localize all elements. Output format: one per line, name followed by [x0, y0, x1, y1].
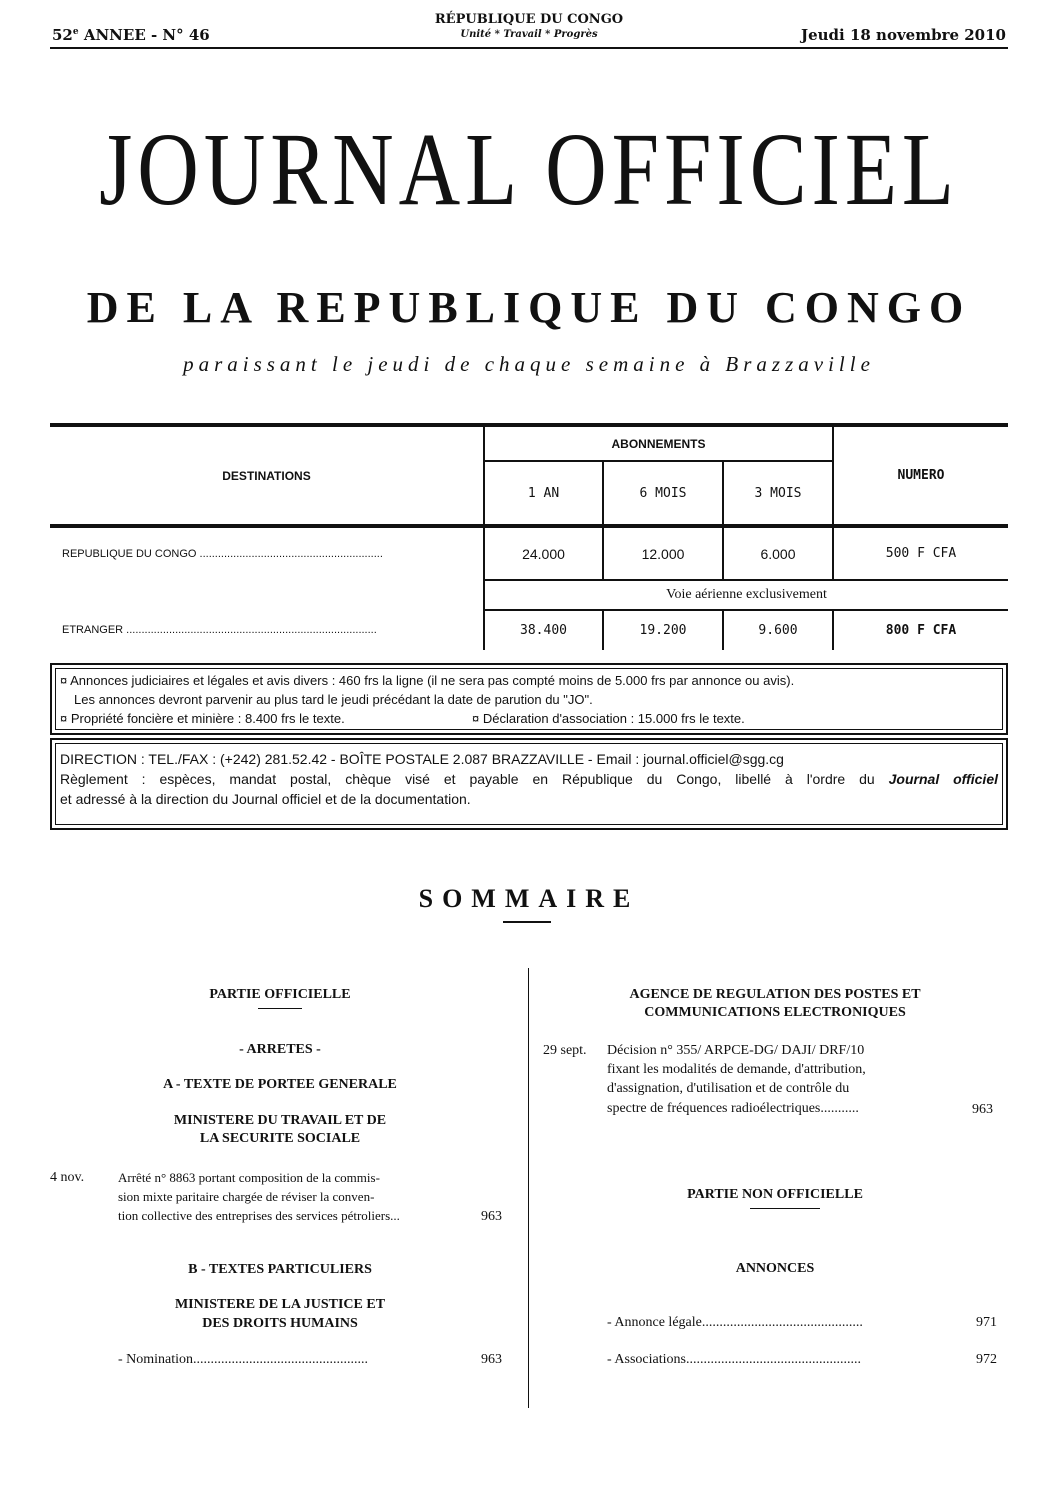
notices-box	[50, 663, 1008, 735]
entry-date-29sept: 29 sept.	[543, 1043, 587, 1058]
entry-decision-line2: fixant les modalités de demande, d'attribution,	[607, 1062, 866, 1077]
country-name: RÉPUBLIQUE DU CONGO	[434, 12, 624, 27]
entry-arrete-line1: Arrêté n° 8863 portant composition de la commis-	[118, 1170, 380, 1185]
column-divider	[528, 968, 529, 1408]
congo-6-mois: 12.000	[603, 526, 723, 580]
issue-date: Jeudi 18 novembre 2010	[801, 26, 1006, 44]
direction-box	[50, 738, 1008, 830]
entry-arrete-line3: tion collective des entreprises des services pétroliers...	[118, 1208, 400, 1223]
agence-heading-line2: COMMUNICATIONS ELECTRONIQUES	[644, 1005, 906, 1020]
col-6-mois: 6 MOIS	[603, 461, 723, 526]
congo-1-an: 24.000	[484, 526, 603, 580]
entry-arrete-line2: sion mixte paritaire chargée de réviser la conven-	[118, 1189, 375, 1204]
header-rule	[50, 47, 1008, 49]
sommaire-title: SOMMAIRE	[418, 884, 640, 913]
entry-associations-page: 972	[976, 1352, 997, 1367]
notice-association: ¤ Déclaration d'association : 15.000 frs le texte.	[472, 711, 745, 726]
ministere-justice-line1: MINISTERE DE LA JUSTICE ET	[174, 1297, 386, 1312]
abonnements-header: ABONNEMENTS	[484, 425, 833, 461]
voie-aerienne: Voie aérienne exclusivement	[484, 580, 1008, 610]
entry-arrete-page: 963	[481, 1209, 502, 1224]
notice-annonces: ¤ Annonces judiciaires et légales et avis divers : 460 frs la ligne (il ne sera pas compté moins de 5.000 frs par annonce ou avis).	[60, 673, 795, 688]
entry-annonce-legale-page: 971	[976, 1315, 997, 1330]
agence-heading-line1: AGENCE DE REGULATION DES POSTES ET	[629, 987, 921, 1002]
etranger-1-an: 38.400	[484, 610, 603, 650]
direction-reglement: Règlement : espèces, mandat postal, chèque visé et payable en République du Congo, libellé à l'ordre du Journal officiel	[60, 771, 998, 787]
partie-non-officielle-heading: PARTIE NON OFFICIELLE	[687, 1187, 863, 1202]
motto: Unité * Travail * Progrès	[460, 29, 598, 40]
journal-tagline: paraissant le jeudi de chaque semaine à Brazzaville	[183, 352, 875, 376]
partie-officielle-heading: PARTIE OFFICIELLE	[209, 987, 351, 1002]
dest-etranger: ETRANGER ..................................................................................	[62, 624, 377, 636]
textes-particuliers-heading: B - TEXTES PARTICULIERS	[188, 1262, 372, 1277]
ministere-travail-line2: LA SECURITE SOCIALE	[199, 1131, 361, 1146]
entry-date-4nov: 4 nov.	[50, 1170, 85, 1185]
sommaire-rule	[503, 921, 551, 923]
numero-header: NUMERO	[833, 425, 1008, 526]
entry-decision-line3: d'assignation, d'utilisation et de contrôle du	[607, 1081, 850, 1096]
annonces-heading: ANNONCES	[735, 1261, 815, 1276]
congo-3-mois: 6.000	[723, 526, 833, 580]
congo-numero: 500 F CFA	[833, 526, 1008, 580]
entry-decision-line4: spectre de fréquences radioélectriques...........	[607, 1101, 859, 1116]
direction-contact: DIRECTION : TEL./FAX : (+242) 281.52.42 - BOÎTE POSTALE 2.087 BRAZZAVILLE - Email : journal.officiel@sgg.cg	[60, 751, 784, 767]
etranger-6-mois: 19.200	[603, 610, 723, 650]
journal-title: JOURNAL OFFICIEL	[99, 112, 959, 227]
entry-nomination-page: 963	[481, 1352, 502, 1367]
entry-decision-page: 963	[972, 1102, 993, 1117]
destinations-header: DESTINATIONS	[50, 425, 484, 526]
dest-congo: REPUBLIQUE DU CONGO ............................................................	[62, 548, 383, 560]
partie-non-officielle-rule	[750, 1208, 820, 1209]
notice-propriete: ¤ Propriété foncière et minière : 8.400 frs le texte.	[60, 711, 345, 726]
partie-officielle-rule	[258, 1008, 302, 1009]
issue-number: 52e ANNEE - N° 46	[52, 26, 210, 44]
entry-associations: - Associations..................................................	[607, 1352, 861, 1367]
ministere-justice-line2: DES DROITS HUMAINS	[202, 1316, 358, 1331]
entry-decision-line1: Décision n° 355/ ARPCE-DG/ DAJI/ DRF/10	[607, 1043, 865, 1058]
subscription-table	[50, 423, 1008, 650]
etranger-3-mois: 9.600	[723, 610, 833, 650]
texte-generale-heading: A - TEXTE DE PORTEE GENERALE	[163, 1077, 397, 1092]
ministere-travail-line1: MINISTERE DU TRAVAIL ET DE	[173, 1113, 387, 1128]
country-header	[380, 12, 678, 40]
etranger-numero: 800 F CFA	[833, 610, 1008, 650]
col-1-an: 1 AN	[484, 461, 603, 526]
col-3-mois: 3 MOIS	[723, 461, 833, 526]
entry-annonce-legale: - Annonce légale..............................................	[607, 1315, 863, 1330]
journal-subtitle: DE LA REPUBLIQUE DU CONGO	[86, 283, 972, 332]
arretes-heading: - ARRETES -	[239, 1042, 321, 1057]
direction-adresse: et adressé à la direction du Journal officiel et de la documentation.	[60, 791, 471, 807]
entry-nomination: - Nomination..................................................	[118, 1352, 369, 1367]
notice-delai: Les annonces devront parvenir au plus tard le jeudi précédant la date de parution du "JO".	[74, 692, 593, 707]
